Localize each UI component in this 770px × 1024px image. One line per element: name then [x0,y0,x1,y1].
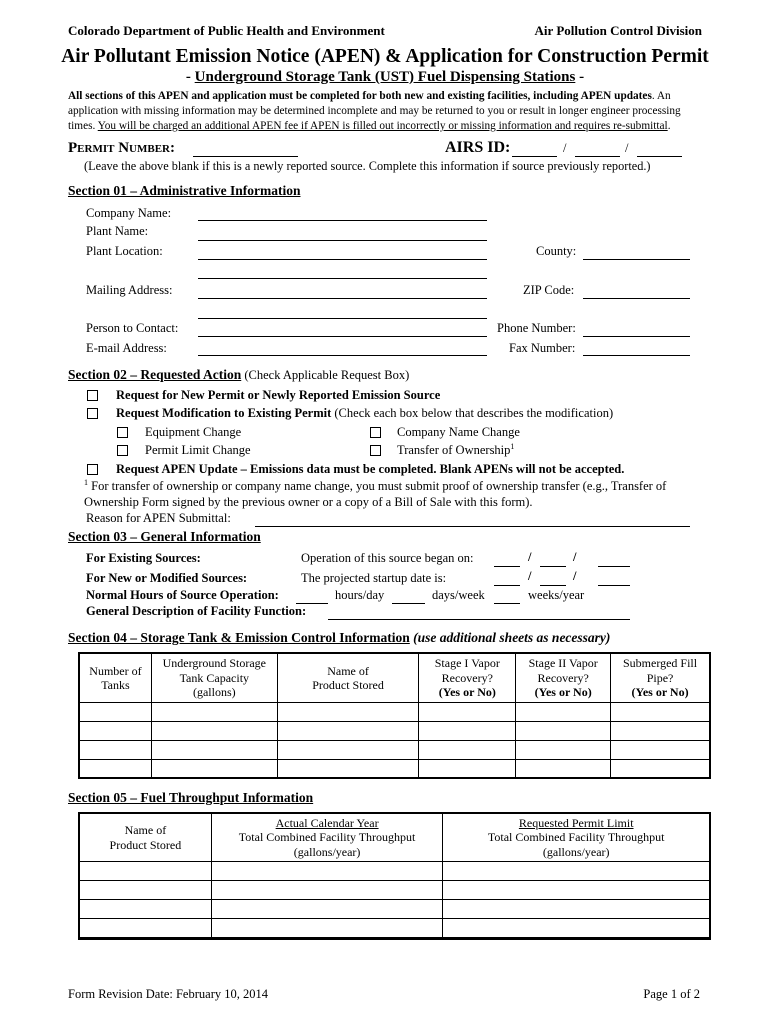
throughput-table [79,813,710,938]
page-number: Page 1 of 2 [643,987,700,1001]
table-row[interactable] [80,862,710,881]
section-05-title: Section 05 – Fuel Throughput Information [68,790,314,805]
plant-location-field-2[interactable] [198,278,487,279]
modification-checkbox[interactable] [87,408,98,419]
storage-tank-table [79,653,710,779]
existing-day-field[interactable] [540,566,566,567]
modification-label: Request Modification to Existing Permit (Check each box below that describes the modification) [116,406,614,420]
fax-number-field[interactable] [583,355,690,356]
footnote: $^1$ For transfer of ownership or company name change, you must submit proof of ownership transfer (e.g., Transfer of Ownership Form signed by the previous owner or a copy of a Bill of Sale with this form). [84,477,667,509]
company-name-change-label: Company Name Change [397,425,520,439]
new-year-field[interactable] [598,585,630,586]
permit-limit-change-checkbox[interactable] [117,445,128,456]
airs-id-field-1[interactable] [512,156,557,157]
apen-update-label: Request APEN Update – Emissions data must be completed. Blank APENs will not be accepted. [116,462,625,476]
existing-month-field[interactable] [494,566,520,567]
equipment-change-label: Equipment Change [145,425,242,439]
date-slash: / [573,569,577,583]
date-slash: / [528,569,532,583]
header-stage-1: Stage I Vapor Recovery? (Yes or No) [419,654,516,703]
permit-number-field[interactable] [193,156,298,157]
form-title: Air Pollutant Emission Notice (APEN) & Application for Construction Permit [61,46,709,67]
person-to-contact-field[interactable] [198,336,487,337]
zip-code-label: ZIP Code: [523,283,575,297]
hours-day-label: hours/day [335,588,385,602]
days-week-label: days/week [432,588,485,602]
new-sources-label: For New or Modified Sources: [86,571,248,585]
new-day-field[interactable] [540,585,566,586]
existing-sources-text: Operation of this source began on: [301,551,474,565]
plant-location-field[interactable] [198,259,487,260]
section-01-title: Section 01 – Administrative Information [68,183,301,198]
table-row[interactable] [80,703,710,722]
plant-name-label: Plant Name: [86,224,149,238]
description-label: General Description of Facility Function: [86,604,307,618]
header-product-name: Name of Product Stored [80,814,212,862]
permit-note: (Leave the above blank if this is a newly reported source. Complete this information if source previously reported.) [84,159,651,173]
transfer-ownership-label: Transfer of Ownership$^1$ [397,441,515,457]
description-field[interactable] [328,619,630,620]
company-name-field[interactable] [198,220,487,221]
existing-year-field[interactable] [598,566,630,567]
plant-name-field[interactable] [198,240,487,241]
county-field[interactable] [583,259,690,260]
table-header-row [80,654,710,703]
airs-id-field-2[interactable] [575,156,620,157]
division-name: Air Pollution Control Division [534,23,702,38]
airs-slash: / [625,141,629,155]
header-product-stored: Name of Product Stored [277,654,419,703]
zip-code-field[interactable] [583,298,690,299]
table-row[interactable] [80,881,710,900]
airs-id-label: AIRS ID: [445,139,511,156]
table-row[interactable] [80,919,710,938]
mailing-address-field[interactable] [198,298,487,299]
company-name-label: Company Name: [86,206,172,220]
weeks-year-label: weeks/year [528,588,585,602]
table-row[interactable] [80,741,710,760]
fax-number-label: Fax Number: [509,341,576,355]
phone-number-field[interactable] [583,336,690,337]
header-actual-year: Actual Calendar Year Total Combined Facility Throughput (gallons/year) [211,814,443,862]
plant-location-label: Plant Location: [86,244,163,258]
person-to-contact-label: Person to Contact: [86,321,179,335]
agency-name: Colorado Department of Public Health and Environment [68,23,385,38]
apen-update-checkbox[interactable] [87,464,98,475]
days-per-week-field[interactable] [392,603,425,604]
airs-id-field-3[interactable] [637,156,682,157]
new-permit-checkbox[interactable] [87,390,98,401]
section-04-title: Section 04 – Storage Tank & Emission Control Information (use additional sheets as necessary) [68,630,611,645]
table-row[interactable] [80,722,710,741]
new-permit-label: Request for New Permit or Newly Reported Emission Source [116,388,441,402]
email-field[interactable] [198,355,487,356]
company-name-change-checkbox[interactable] [370,427,381,438]
section-02-title: Section 02 – Requested Action (Check Applicable Request Box) [68,367,410,382]
table-row[interactable] [80,760,710,779]
table-header-row [80,814,710,862]
phone-number-label: Phone Number: [497,321,576,335]
weeks-per-year-field[interactable] [494,603,520,604]
hours-label: Normal Hours of Source Operation: [86,588,279,602]
email-label: E-mail Address: [86,341,167,355]
airs-slash: / [563,141,567,155]
permit-number-label: PERMIT NUMBER: [68,140,175,156]
section-03-title: Section 03 – General Information [68,529,261,544]
reason-label: Reason for APEN Submittal: [86,511,231,525]
header-permit-limit: Requested Permit Limit Total Combined Facility Throughput (gallons/year) [443,814,710,862]
date-slash: / [573,550,577,564]
header-tank-capacity: Underground Storage Tank Capacity (gallons) [151,654,277,703]
permit-limit-change-label: Permit Limit Change [145,443,251,457]
header-submerged-fill: Submerged Fill Pipe? (Yes or No) [611,654,710,703]
header-stage-2: Stage II Vapor Recovery? (Yes or No) [516,654,611,703]
mailing-address-label: Mailing Address: [86,283,173,297]
new-sources-text: The projected startup date is: [301,571,447,585]
form-subtitle: - Underground Storage Tank (UST) Fuel Dispensing Stations - [185,69,585,85]
equipment-change-checkbox[interactable] [117,427,128,438]
reason-field[interactable] [255,526,690,527]
existing-sources-label: For Existing Sources: [86,551,201,565]
intro-text: All sections of this APEN and application must be completed for both new and existing facilities, including APEN updates. An application with missing information may be determined incomplete and may be returned to you or result in longer engineer processing times. You will be charged an additional APEN fee if APEN is filled out incorrectly or missing information and requires re-submittal. [68,90,681,132]
mailing-address-field-2[interactable] [198,318,487,319]
date-slash: / [528,550,532,564]
table-row[interactable] [80,900,710,919]
county-label: County: [536,244,577,258]
revision-date: Form Revision Date: February 10, 2014 [68,987,268,1001]
transfer-ownership-checkbox[interactable] [370,445,381,456]
new-month-field[interactable] [494,585,520,586]
header-number-of-tanks: Number of Tanks [80,654,152,703]
